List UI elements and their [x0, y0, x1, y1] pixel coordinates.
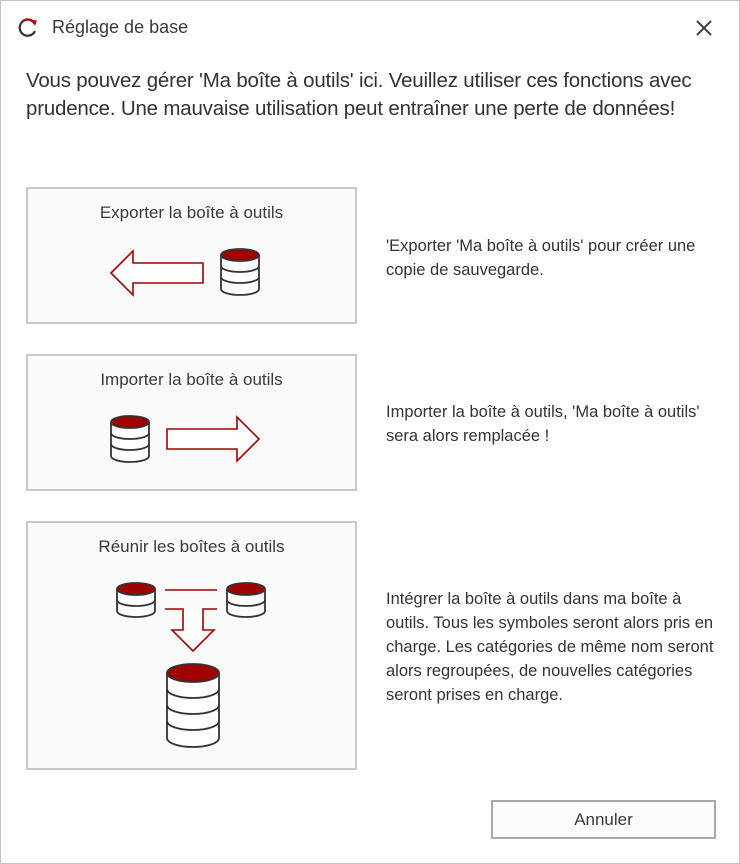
import-icon — [28, 356, 355, 489]
import-toolbox-button[interactable] — [26, 354, 357, 491]
import-toolbox-label: Importer la boîte à outils — [100, 370, 283, 389]
merge-toolbox-label: Réunir les boîtes à outils — [98, 537, 285, 556]
export-toolbox-label: Exporter la boîte à outils — [99, 203, 284, 222]
cancel-button[interactable]: Annuler — [491, 800, 716, 839]
export-icon — [28, 189, 355, 322]
dialog-title: Réglage de base — [52, 17, 189, 37]
export-description: 'Exporter 'Ma boîte à outils' pour créer une copie de sauvegarde. — [386, 237, 696, 279]
import-description: Importer la boîte à outils, 'Ma boîte à outils' sera alors remplacée ! — [386, 403, 700, 445]
close-button[interactable] — [691, 15, 717, 41]
refresh-icon — [17, 16, 39, 38]
merge-icon — [28, 523, 355, 768]
intro-text: Vous pouvez gérer 'Ma boîte à outils' ici. Veuillez utiliser ces fonctions avec prudence. Une mauvaise utilisation peut entraîner une perte de données! — [26, 69, 692, 120]
merge-description: Intégrer la boîte à outils dans ma boîte à outils. Tous les symboles seront alors pris en charge. Les catégories de même nom seront alors regroupées, de nouvelles catégories seront prises en charge. — [386, 590, 714, 704]
close-icon — [695, 19, 713, 37]
merge-toolbox-button[interactable] — [26, 521, 357, 770]
title-bar — [1, 1, 739, 53]
export-toolbox-button[interactable] — [26, 187, 357, 324]
